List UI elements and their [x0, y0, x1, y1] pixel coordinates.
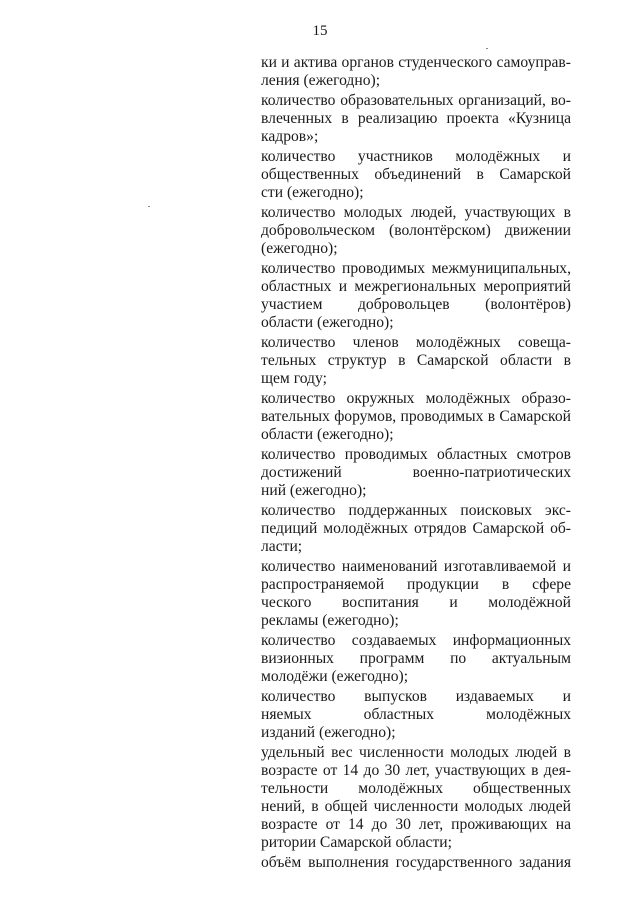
text-line: количество образовательных организаций, во- [261, 92, 571, 109]
text-line: ления (ежегодно); [261, 72, 381, 89]
text-line: участием добровольцев (волонтёров) [261, 296, 571, 313]
text-line: ритории Самарской области; [261, 834, 452, 851]
text-line: количество участников молодёжных и [261, 148, 571, 165]
document-body [261, 54, 571, 872]
text-line: молодёжи (ежегодно); [261, 668, 409, 685]
text-line: общественных объединений в Самарской [261, 166, 571, 183]
text-line: добровольческом (волонтёрском) движении [261, 222, 571, 239]
text-line: тельности молодёжных общественных [261, 780, 571, 797]
text-line: возрасте от 14 до 30 лет, проживающих на [261, 816, 571, 833]
text-line: сти (ежегодно); [261, 184, 364, 201]
text-line: возрасте от 14 до 30 лет, участвующих в дея- [261, 762, 571, 779]
text-line: тельных структур в Самарской области в [261, 352, 571, 369]
text-line: количество создаваемых информационных [261, 632, 571, 649]
text-line: количество поддержанных поисковых экс- [261, 502, 571, 519]
text-line: распространяемой продукции в сфере [261, 576, 571, 593]
text-line: вательных форумов, проводимых в Самарской [261, 408, 571, 425]
page-number: 15 [312, 23, 328, 39]
text-line: рекламы (ежегодно); [261, 612, 399, 629]
scan-speck [148, 206, 150, 207]
text-line: удельный вес численности молодых людей в [261, 744, 571, 761]
text-line: (ежегодно); [261, 240, 338, 257]
text-line: области (ежегодно); [261, 426, 394, 443]
text-line: количество проводимых областных смотров [261, 446, 571, 463]
text-line: количество проводимых межмуниципальных, [261, 260, 571, 277]
text-line: няемых областных молодёжных [261, 706, 571, 723]
text-line: щем году; [261, 370, 327, 387]
text-line: визионных программ по актуальным [261, 650, 571, 667]
text-line: нений, в общей численности молодых людей [261, 798, 571, 815]
text-line: кадров»; [261, 128, 319, 145]
text-line: изданий (ежегодно); [261, 724, 396, 741]
text-line: области (ежегодно); [261, 314, 394, 331]
text-line: достижений военно-патриотических [261, 464, 571, 481]
text-line: количество молодых людей, участвующих в [261, 204, 571, 221]
text-line: количество членов молодёжных совеща- [261, 334, 571, 351]
text-line: количество выпусков издаваемых и [261, 688, 571, 705]
text-line: педиций молодёжных отрядов Самарской об- [261, 520, 571, 537]
text-line: областных и межрегиональных мероприятий [261, 278, 571, 295]
text-line: объём выполнения государственного задания [261, 854, 571, 871]
scan-speck [486, 48, 488, 49]
text-line: ний (ежегодно); [261, 482, 367, 499]
text-line: ки и актива органов студенческого самоуправ- [261, 54, 571, 71]
text-line: количество наименований изготавливаемой и [261, 558, 571, 575]
text-line: ческого воспитания и молодёжной [261, 594, 571, 611]
text-line: влеченных в реализацию проекта «Кузница [261, 110, 571, 127]
text-line: количество окружных молодёжных образо- [261, 390, 571, 407]
text-line: ласти; [261, 538, 303, 555]
